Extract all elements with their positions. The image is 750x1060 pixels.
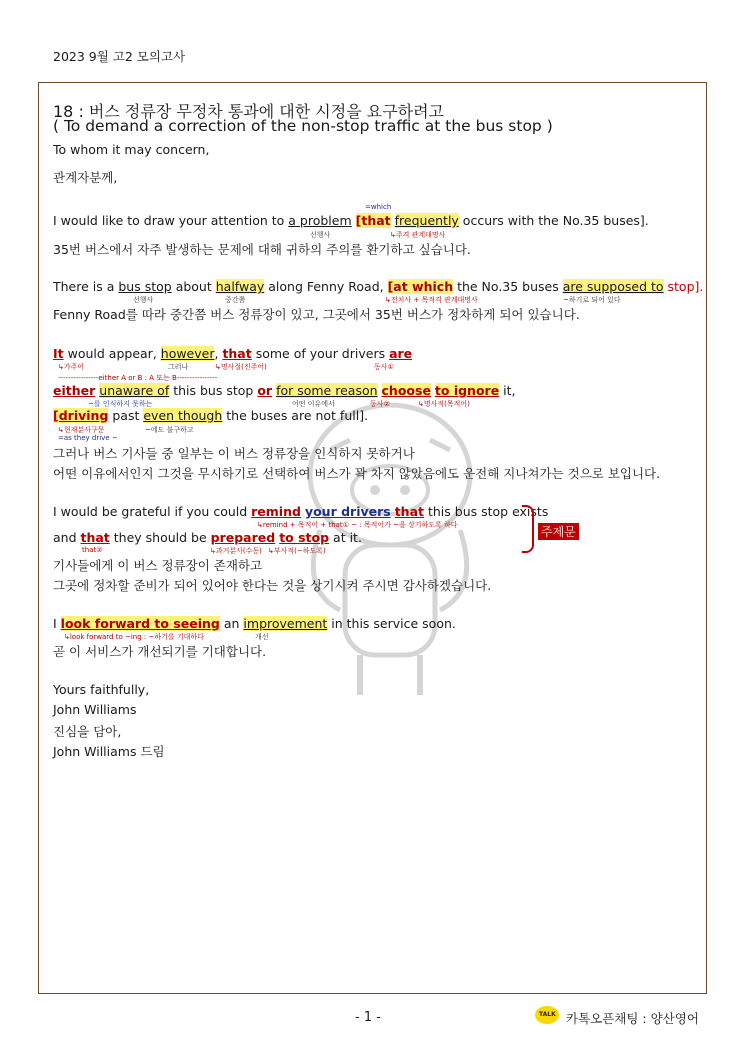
p3-text3: this bus stop: [169, 383, 258, 398]
p3-comma: ,: [214, 346, 223, 361]
page-number: - 1 -: [355, 1010, 381, 1025]
note-halfway: 중간쯤: [225, 296, 246, 304]
note-either-or: ----------------either A or B : A 또는 B----------------: [58, 374, 218, 382]
kakao-badge-text: TALK: [539, 1011, 556, 1018]
note-participle: ↳현재분사구문: [58, 426, 105, 434]
p2-sentence: [53, 279, 703, 294]
p1-sentence: [53, 213, 649, 228]
document-header: 2023 9월 고2 모의고사: [53, 49, 186, 64]
p3-are: are: [389, 346, 413, 361]
p2-text-end: stop].: [663, 279, 704, 294]
p4-to-stop: to stop: [279, 530, 330, 545]
p2-text4: the No.35 buses: [453, 279, 563, 294]
note-verb2: 동사②: [370, 400, 390, 408]
p3-line3: [53, 408, 368, 423]
note-that: ↳명사절(진주어): [215, 363, 267, 371]
p4-prepared: prepared: [210, 530, 276, 545]
note-that2: that②: [82, 546, 103, 554]
p2-bus-stop: bus stop: [118, 279, 172, 294]
p2-text: There is a: [53, 279, 119, 294]
p3-choose: choose: [381, 383, 431, 398]
p4-korean1: 기사들에게 이 버스 정류장이 존재하고: [53, 558, 263, 573]
note-improvement: 개선: [255, 633, 269, 641]
p1-korean: 35번 버스에서 자주 발생하는 문제에 대해 귀하의 주의를 환기하고 싶습니다.: [53, 242, 471, 257]
note-which: =which: [365, 203, 392, 211]
p3-or: or: [257, 383, 273, 398]
kakao-talk-icon: [535, 1006, 559, 1024]
p5-an: an: [219, 616, 244, 631]
p4-text4: at it.: [329, 530, 362, 545]
p4-korean2: 그곳에 정차할 준비가 되어 있어야 한다는 것을 상기시켜 주시면 감사하겠습니다.: [53, 578, 492, 593]
topic-sentence-label: 주제문: [538, 523, 579, 540]
p4-line2: [53, 530, 362, 545]
p4-and: and: [53, 530, 81, 545]
p3-text: would appear,: [63, 346, 161, 361]
p3-text2: some of your drivers: [251, 346, 390, 361]
p2-halfway: halfway: [215, 279, 265, 294]
topic-bracket: [522, 505, 534, 553]
note-unaware: ~를 인식하지 못하는: [88, 400, 153, 408]
p3-ignore: to ignore: [434, 383, 500, 398]
p3-text5: past: [108, 408, 144, 423]
note-remind: ↳remind + 목적어 + that① ~ : 목적어가 ~을 상기하도록 하다: [257, 521, 458, 529]
p3-reason: for some reason: [276, 383, 378, 398]
note-to-stop: ↳부사적(~하도록): [268, 547, 326, 555]
p3-unaware: unaware of: [99, 383, 170, 398]
title-english: ( To demand a correction of the non-stop traffic at the bus stop ): [53, 117, 553, 135]
p5-text-end: in this service soon.: [327, 616, 456, 631]
p4-line1: [53, 504, 548, 519]
p5-korean: 곧 이 서비스가 개선되기를 기대합니다.: [53, 644, 267, 659]
p1-relative-that: [that: [355, 213, 391, 228]
p2-at-which: [at which: [387, 279, 454, 294]
p3-driving: [driving: [53, 408, 109, 423]
salutation-korean: 관계자분께,: [53, 170, 118, 185]
closing-ko1: 진심을 담아,: [53, 724, 122, 739]
p2-text2: about: [171, 279, 216, 294]
title-korean: 18 : 버스 정류장 무정차 통과에 대한 시정을 요구하려고: [53, 102, 445, 121]
salutation-english: To whom it may concern,: [53, 142, 210, 157]
p2-supposed: are supposed to: [562, 279, 664, 294]
note-reason: 어떤 이유에서: [292, 400, 335, 408]
p3-it: It: [53, 346, 64, 361]
note-prepared: ↳과거분사(수동): [210, 547, 262, 555]
p4-remind: remind: [251, 504, 301, 519]
p3-that: that: [222, 346, 252, 361]
p3-korean1: 그러나 버스 기사들 중 일부는 이 버스 정류장을 인식하지 못하거나: [53, 446, 415, 461]
note-however: 그러나: [168, 363, 189, 371]
p3-line1: [53, 346, 412, 361]
p4-drivers: your drivers: [304, 504, 391, 519]
closing-ko2: John Williams 드림: [53, 744, 165, 759]
p5-i: I: [53, 616, 61, 631]
p3-text4: it,: [499, 383, 516, 398]
closing-en1: Yours faithfully,: [53, 682, 150, 697]
mascot-watermark-icon: [290, 380, 490, 710]
note-even-though: ~에도 불구하고: [145, 426, 194, 434]
note-look-forward: ↳look forward to ~ing : ~하기를 기대하다: [64, 633, 204, 641]
note-subject-relative: ↳주격 관계대명사: [390, 231, 446, 239]
footer-brand: 카톡오픈채팅 : 양산영어: [566, 1011, 699, 1026]
p4-that: that: [394, 504, 424, 519]
note-it: ↳가주어: [58, 363, 85, 371]
p3-text6: the buses are not full].: [222, 408, 369, 423]
note-supposed: ~하기로 되어 있다: [563, 296, 621, 304]
p3-even-though: even though: [143, 408, 223, 423]
p2-text3: along Fenny Road,: [264, 279, 388, 294]
p3-either: either: [53, 383, 96, 398]
closing-en2: John Williams: [53, 702, 137, 717]
p5-improvement: improvement: [243, 616, 328, 631]
p5-look-forward: look forward to seeing: [60, 616, 220, 631]
note-verb1: 동사①: [374, 363, 394, 371]
p1-text-end: occurs with the No.35 buses].: [458, 213, 649, 228]
note-antecedent-2: 선행사: [133, 296, 154, 304]
note-noun-object: ↳명사적(목적어): [418, 400, 470, 408]
p3-however: however: [160, 346, 215, 361]
note-prep-relative: ↳전치사 + 목적격 관계대명사: [385, 296, 478, 304]
p5-sentence: [53, 616, 456, 631]
p4-text: I would be grateful if you could: [53, 504, 252, 519]
note-antecedent: 선행사: [310, 231, 331, 239]
p1-text: I would like to draw your attention to: [53, 213, 289, 228]
p2-korean: Fenny Road를 따라 중간쯤 버스 정류장이 있고, 그곳에서 35번 버스가 정차하게 되어 있습니다.: [53, 307, 580, 322]
p4-text2: this bus stop exists: [424, 504, 549, 519]
p1-frequently: frequently: [394, 213, 459, 228]
note-as-they: =as they drive ~: [58, 434, 118, 442]
p3-line2: [53, 383, 516, 398]
p1-antecedent: a problem: [288, 213, 352, 228]
p4-that2: that: [80, 530, 110, 545]
p4-text3: they should be: [109, 530, 211, 545]
p3-korean2: 어떤 이유에서인지 그것을 무시하기로 선택하여 버스가 꽉 차지 않았음에도 운전해 지나쳐가는 것으로 보입니다.: [53, 466, 661, 481]
